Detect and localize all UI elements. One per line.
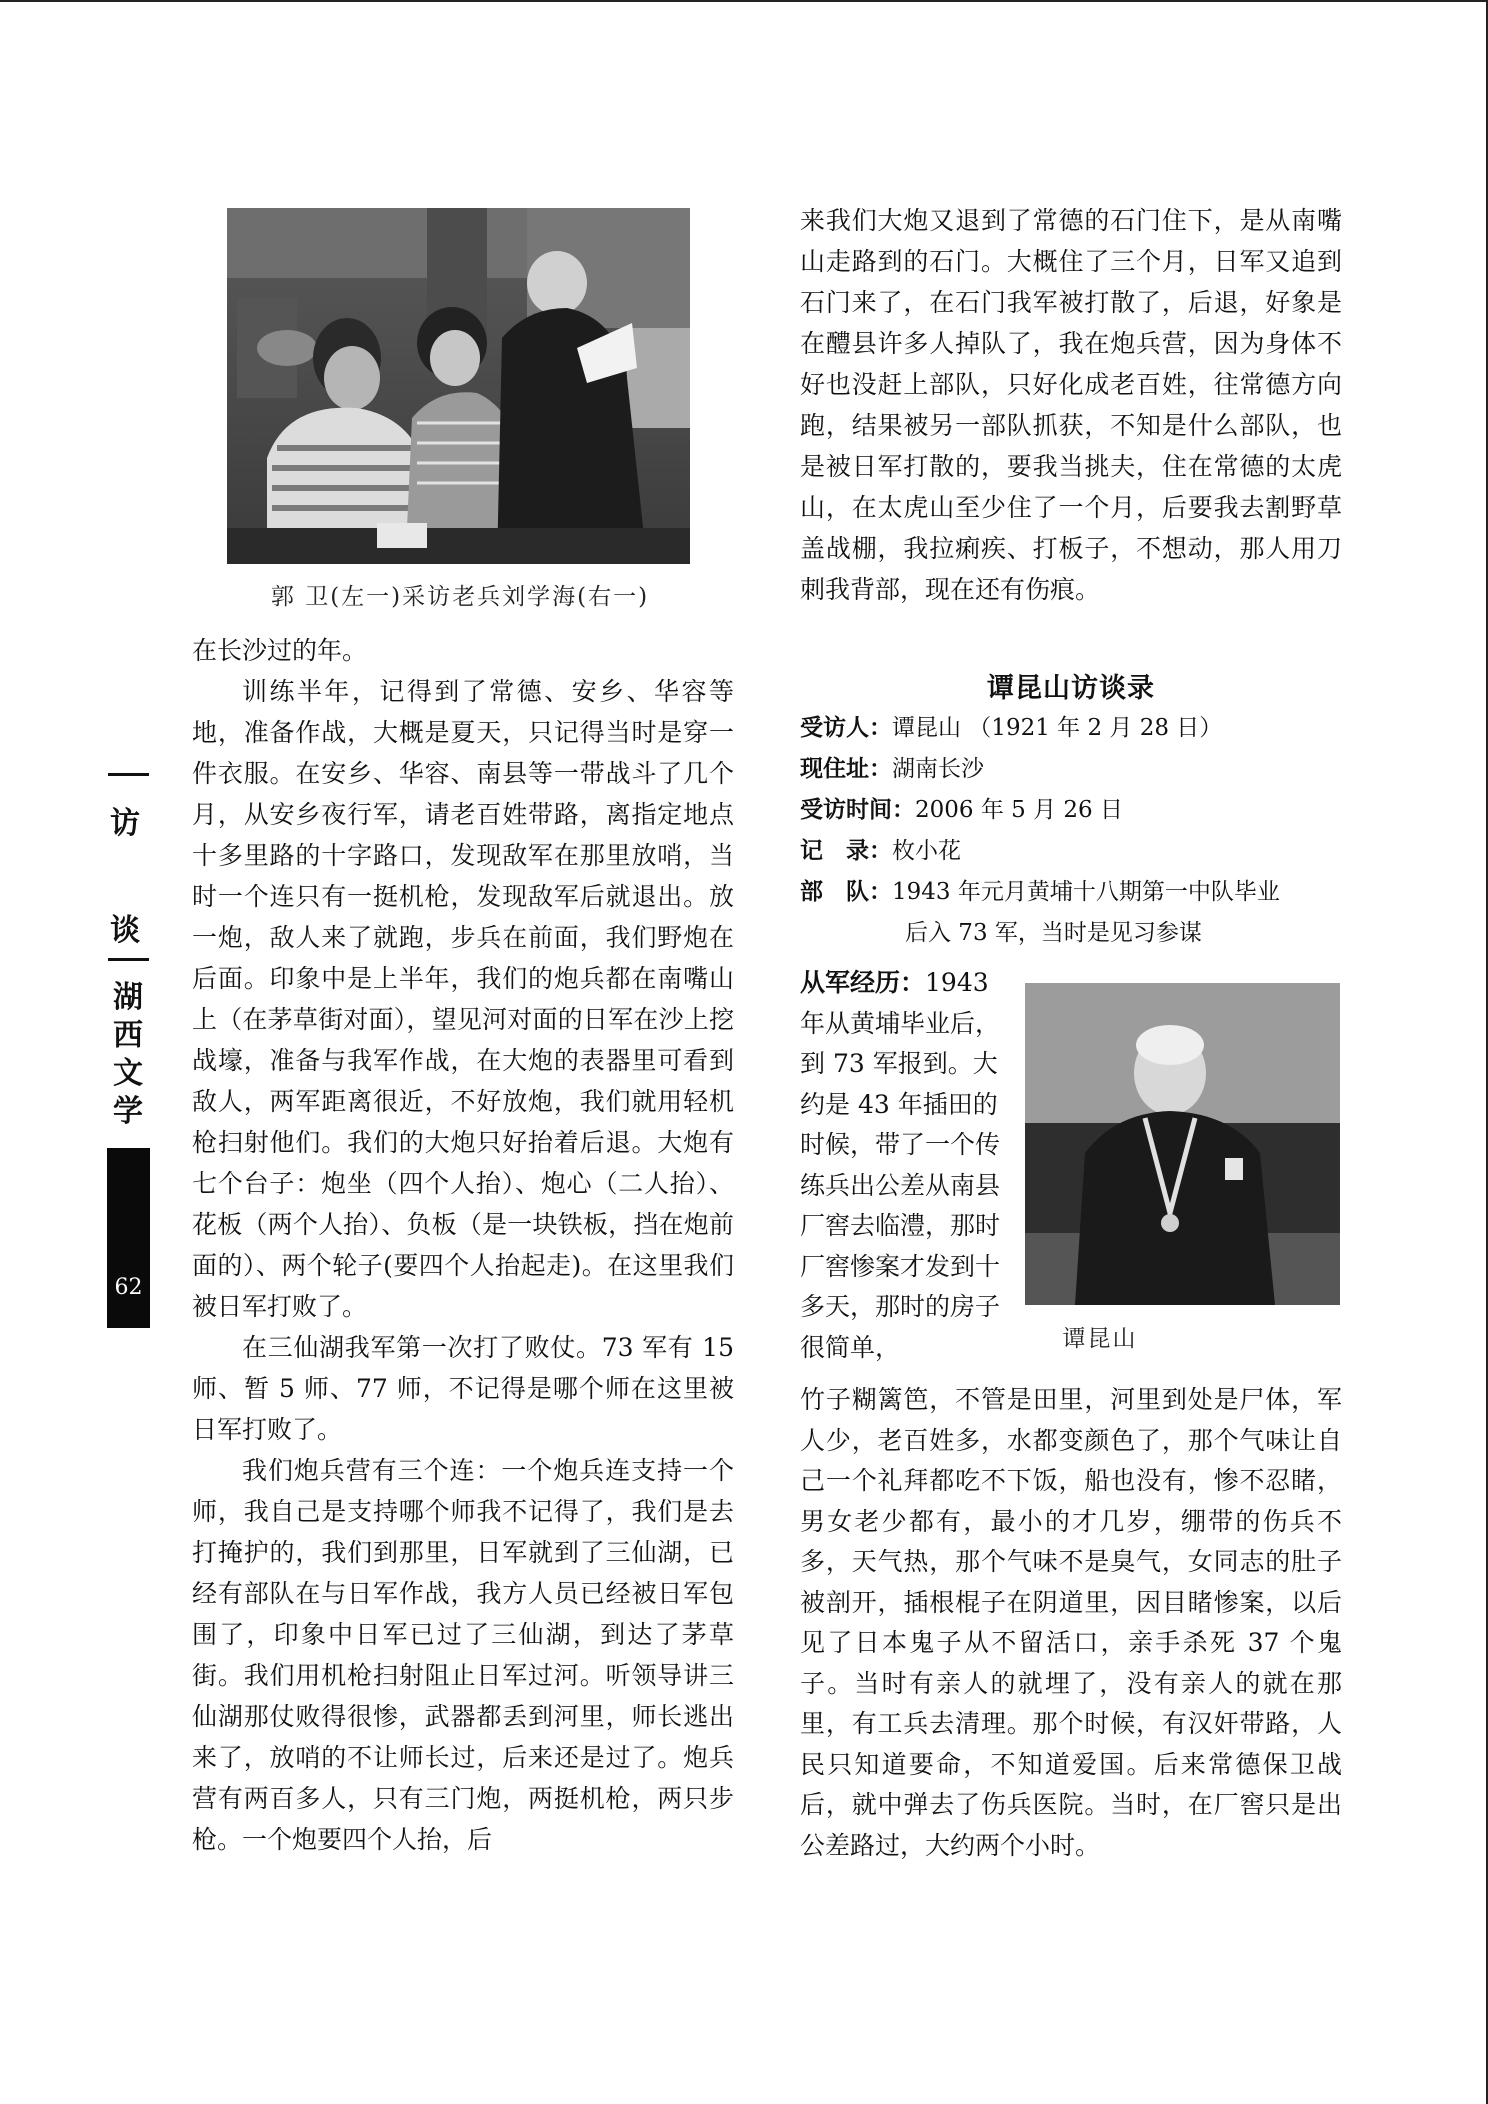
meta-date: [800, 790, 1360, 831]
tab-rule-top: [108, 773, 149, 776]
meta-value: 2006 年 5 月 26 日: [915, 797, 1123, 823]
portrait-photo-image: [1025, 983, 1340, 1305]
page-tab-bar: [107, 1148, 150, 1328]
portrait-photo: [1025, 983, 1340, 1305]
meta-unit-continued: [800, 913, 1360, 954]
meta-label: 记 录：: [800, 838, 892, 864]
meta-label: 受访时间：: [800, 797, 915, 823]
experience-label: 从军经历：: [800, 968, 926, 997]
tab-char-1: 访: [110, 806, 140, 841]
top-border: [0, 0, 1488, 2]
meta-address: [800, 749, 1360, 790]
experience-main-text: [800, 1380, 1342, 1866]
portrait-caption: 谭昆山: [1062, 1326, 1138, 1352]
page-number: 62: [114, 1275, 143, 1300]
meta-label: 部 队：: [800, 879, 892, 905]
magazine-char: 学: [113, 1094, 143, 1129]
tab-char-2: 谈: [110, 913, 140, 948]
interview-photo: [227, 208, 690, 564]
paragraph: 我们炮兵营有三个连：一个炮兵连支持一个师，我自己是支持哪个师我不记得了，我们是去打掩护的，我们到那里，日军就到了三仙湖，已经有部队在与日军作战，我方人员已经被日军包围了，印象中日军已过了三仙湖，到达了茅草街。我们用机枪扫射阻止日军过河。听领导讲三仙湖那仗败得很惨，武器都丢到河里，师长逃出来了，放哨的不让师长过，后来还是过了。炮兵营有两百多人，只有三门炮，两挺机枪，两只步枪。一个炮要四个人抬，后: [192, 1456, 734, 1854]
experience-text: 1943 年从黄埔毕业后，到 73 军报到。大约是 43 年插田的时候，带了一个传练兵出公差从南县厂窖去临澧，那时厂窖惨案才发到十多天，那时的房子很简单，: [800, 968, 1001, 1362]
interview-photo-image: [227, 208, 690, 564]
meta-value: 谭昆山 （1921 年 2 月 28 日）: [892, 715, 1223, 741]
meta-value: 枚小花: [892, 838, 961, 864]
meta-label: 现住址：: [800, 756, 892, 782]
paragraph: 来我们大炮又退到了常德的石门住下，是从南嘴山走路到的石门。大概住了三个月，日军又追到石门来了，在石门我军被打散了，后退，好象是在醴县许多人掉队了，我在炮兵营，因为身体不好也没赶上部队，只好化成老百姓，往常德方向跑，结果被另一部队抓获，不知是什么部队，也是被日军打散的，要我当挑夫，住在常德的太虎山，在太虎山至少住了一个月，后要我去割野草盖战棚，我拉痢疾、打板子，不想动，那人用刀刺我背部，现在还有伤痕。: [800, 206, 1342, 604]
magazine-char: 西: [113, 1018, 143, 1053]
paragraph: 在三仙湖我军第一次打了败仗。73 军有 15 师、暂 5 师、77 师，不记得是哪个师在这里被日军打败了。: [192, 1333, 734, 1444]
meta-recorder: [800, 831, 1360, 872]
paragraph: 竹子糊篱笆，不管是田里，河里到处是尸体，军人少，老百姓多，水都变颜色了，那个气味让自己一个礼拜都吃不下饭，船也没有，惨不忍睹，男女老少都有，最小的才几岁，绷带的伤兵不多，天气热，那个气味不是臭气，女同志的肚子被剖开，插根棍子在阴道里，因目睹惨案，以后见了日本鬼子从不留活口，亲手杀死 37 个鬼子。当时有亲人的就埋了，没有亲人的就在那里，有工兵去清理。那个时候，有汉奸带路，人民只知道要命，不知道爱国。后来常德保卫战后，就中弹去了伤兵医院。当时，在厂窖只是出公差路过，大约两个小时。: [800, 1385, 1342, 1860]
magazine-char: 文: [113, 1056, 143, 1091]
magazine-char: 湖: [113, 980, 143, 1015]
meta-interviewee: [800, 708, 1360, 749]
meta-value: 1943 年元月黄埔十八期第一中队毕业: [892, 879, 1280, 905]
right-column-text: [800, 200, 1342, 610]
meta-value: 后入 73 军，当时是见习参谋: [905, 920, 1202, 946]
tab-rule-bottom: [108, 958, 149, 961]
meta-unit: [800, 872, 1360, 913]
photo-caption: 郭 卫(左一)采访老兵刘学海(右一): [270, 584, 650, 610]
paragraph: 在长沙过的年。: [192, 636, 368, 665]
meta-label: 受访人：: [800, 715, 892, 741]
left-column-text: [192, 630, 734, 1860]
interview-metadata: [800, 708, 1360, 954]
experience-side-text: [800, 963, 1000, 1368]
meta-value: 湖南长沙: [892, 756, 984, 782]
paragraph: 训练半年，记得到了常德、安乡、华容等地，准备作战，大概是夏天，只记得当时是穿一件衣服。在安乡、华容、南县等一带战斗了几个月，从安乡夜行军，请老百姓带路，离指定地点十多里路的十字路口，发现敌军在那里放哨，当时一个连只有一挺机枪，发现敌军后就退出。放一炮，敌人来了就跑，步兵在前面，我们野炮在后面。印象中是上半年，我们的炮兵都在南嘴山上（在茅草街对面），望见河对面的日军在沙上挖战壕，准备与我军作战，在大炮的表器里可看到敌人，两军距离很近，不好放炮，我们就用轻机枪扫射他们。我们的大炮只好抬着后退。大炮有七个台子：炮坐（四个人抬）、炮心（二人抬）、花板（两个人抬）、负板（是一块铁板，挡在炮前面的）、两个轮子(要四个人抬起走)。在这里我们被日军打败了。: [192, 677, 734, 1321]
interview-title: 谭昆山访谈录: [987, 673, 1155, 704]
